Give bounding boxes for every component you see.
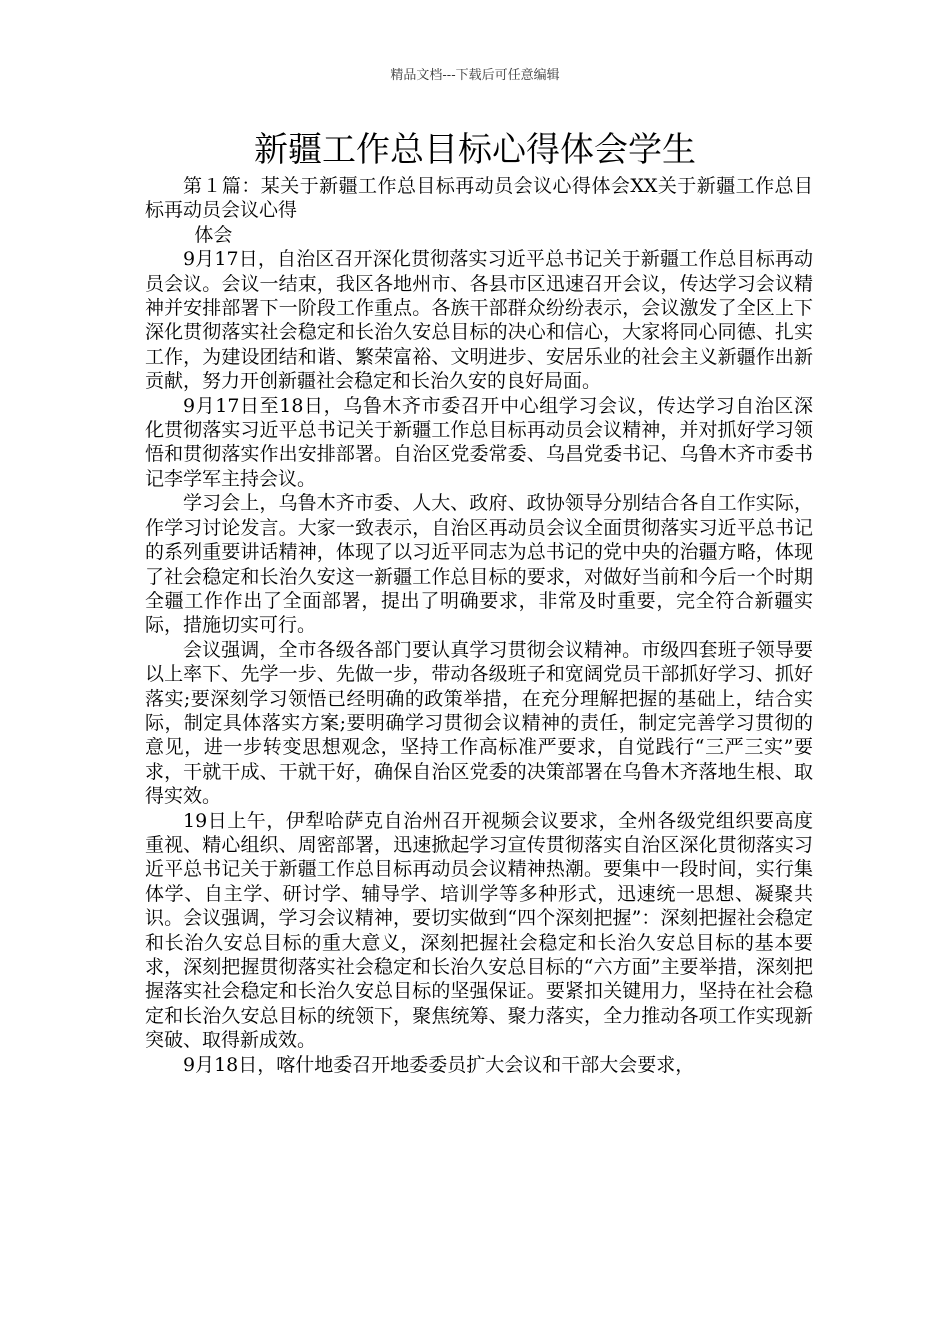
section-subheading: 体会 <box>194 223 233 246</box>
paragraph: 19日上午，伊犁哈萨克自治州召开视频会议要求，全州各级党组织要高度重视、精心组织、周密部署，迅速掀起学习宣传贯彻落实自治区深化贯彻落实习近平总书记关于新疆工作总目标再动员会议精神热潮。要集中一段时间，实行集体学、自主学、研讨学、辅导学、培训学等多种形式，迅速统一思想、凝聚共识。会议强调，学习会议精神，要切实做到“四个深刻把握”：深刻把握社会稳定和长治久安总目标的重大意义，深刻把握社会稳定和长治久安总目标的基本要求，深刻把握贯彻落实社会稳定和长治久安总目标的“六方面”主要举措，深刻把握落实社会稳定和长治久安总目标的坚强保证。要紧扣关键用力，坚持在社会稳定和长治久安总目标的统领下，聚焦统筹、聚力落实，全力推动各项工作实现新突破、取得新成效。 <box>145 809 813 1052</box>
paragraph: 9月18日，喀什地委召开地委委员扩大会议和干部大会要求， <box>183 1053 695 1076</box>
paragraph: 学习会上，乌鲁木齐市委、人大、政府、政协领导分别结合各自工作实际，作学习讨论发言。大家一致表示，自治区再动员会议全面贯彻落实习近平总书记的系列重要讲话精神，体现了以习近平同志为总书记的党中央的治疆方略，体现了社会稳定和长治久安这一新疆工作总目标的要求，对做好当前和今后一个时期全疆工作作出了全面部署，提出了明确要求，非常及时重要，完全符合新疆实际，措施切实可行。 <box>145 492 813 637</box>
document-body <box>145 174 813 1077</box>
section-heading: 第１篇：某关于新疆工作总目标再动员会议心得体会XX关于新疆工作总目标再动员会议心得 <box>145 175 813 222</box>
header-note: 精品文档---下载后可任意编辑 <box>390 68 560 83</box>
paragraph: 9月17日，自治区召开深化贯彻落实习近平总书记关于新疆工作总目标再动员会议。会议一结束，我区各地州市、各县市区迅速召开会议，传达学习会议精神并安排部署下一阶段工作重点。各族干部群众纷纷表示，会议激发了全区上下深化贯彻落实社会稳定和长治久安总目标的决心和信心，大家将同心同德、扎实工作，为建设团结和谐、繁荣富裕、文明进步、安居乐业的社会主义新疆作出新贡献，努力开创新疆社会稳定和长治久安的良好局面。 <box>145 248 813 393</box>
document-title: 新疆工作总目标心得体会学生 <box>254 130 696 170</box>
paragraph: 9月17日至18日，乌鲁木齐市委召开中心组学习会议，传达学习自治区深化贯彻落实习近平总书记关于新疆工作总目标再动员会议精神，并对抓好学习领悟和贯彻落实作出安排部署。自治区党委常委、乌昌党委书记、乌鲁木齐市委书记李学军主持会议。 <box>145 394 813 490</box>
paragraph: 会议强调，全市各级各部门要认真学习贯彻会议精神。市级四套班子领导要以上率下、先学一步、先做一步，带动各级班子和宽阔党员干部抓好学习、抓好落实;要深刻学习领悟已经明确的政策举措，在充分理解把握的基础上，结合实际，制定具体落实方案;要明确学习贯彻会议精神的责任，制定完善学习贯彻的意见，进一步转变思想观念，坚持工作高标准严要求，自觉践行“三严三实”要求，干就干成、干就干好，确保自治区党委的决策部署在乌鲁木齐落地生根、取得实效。 <box>145 638 813 808</box>
